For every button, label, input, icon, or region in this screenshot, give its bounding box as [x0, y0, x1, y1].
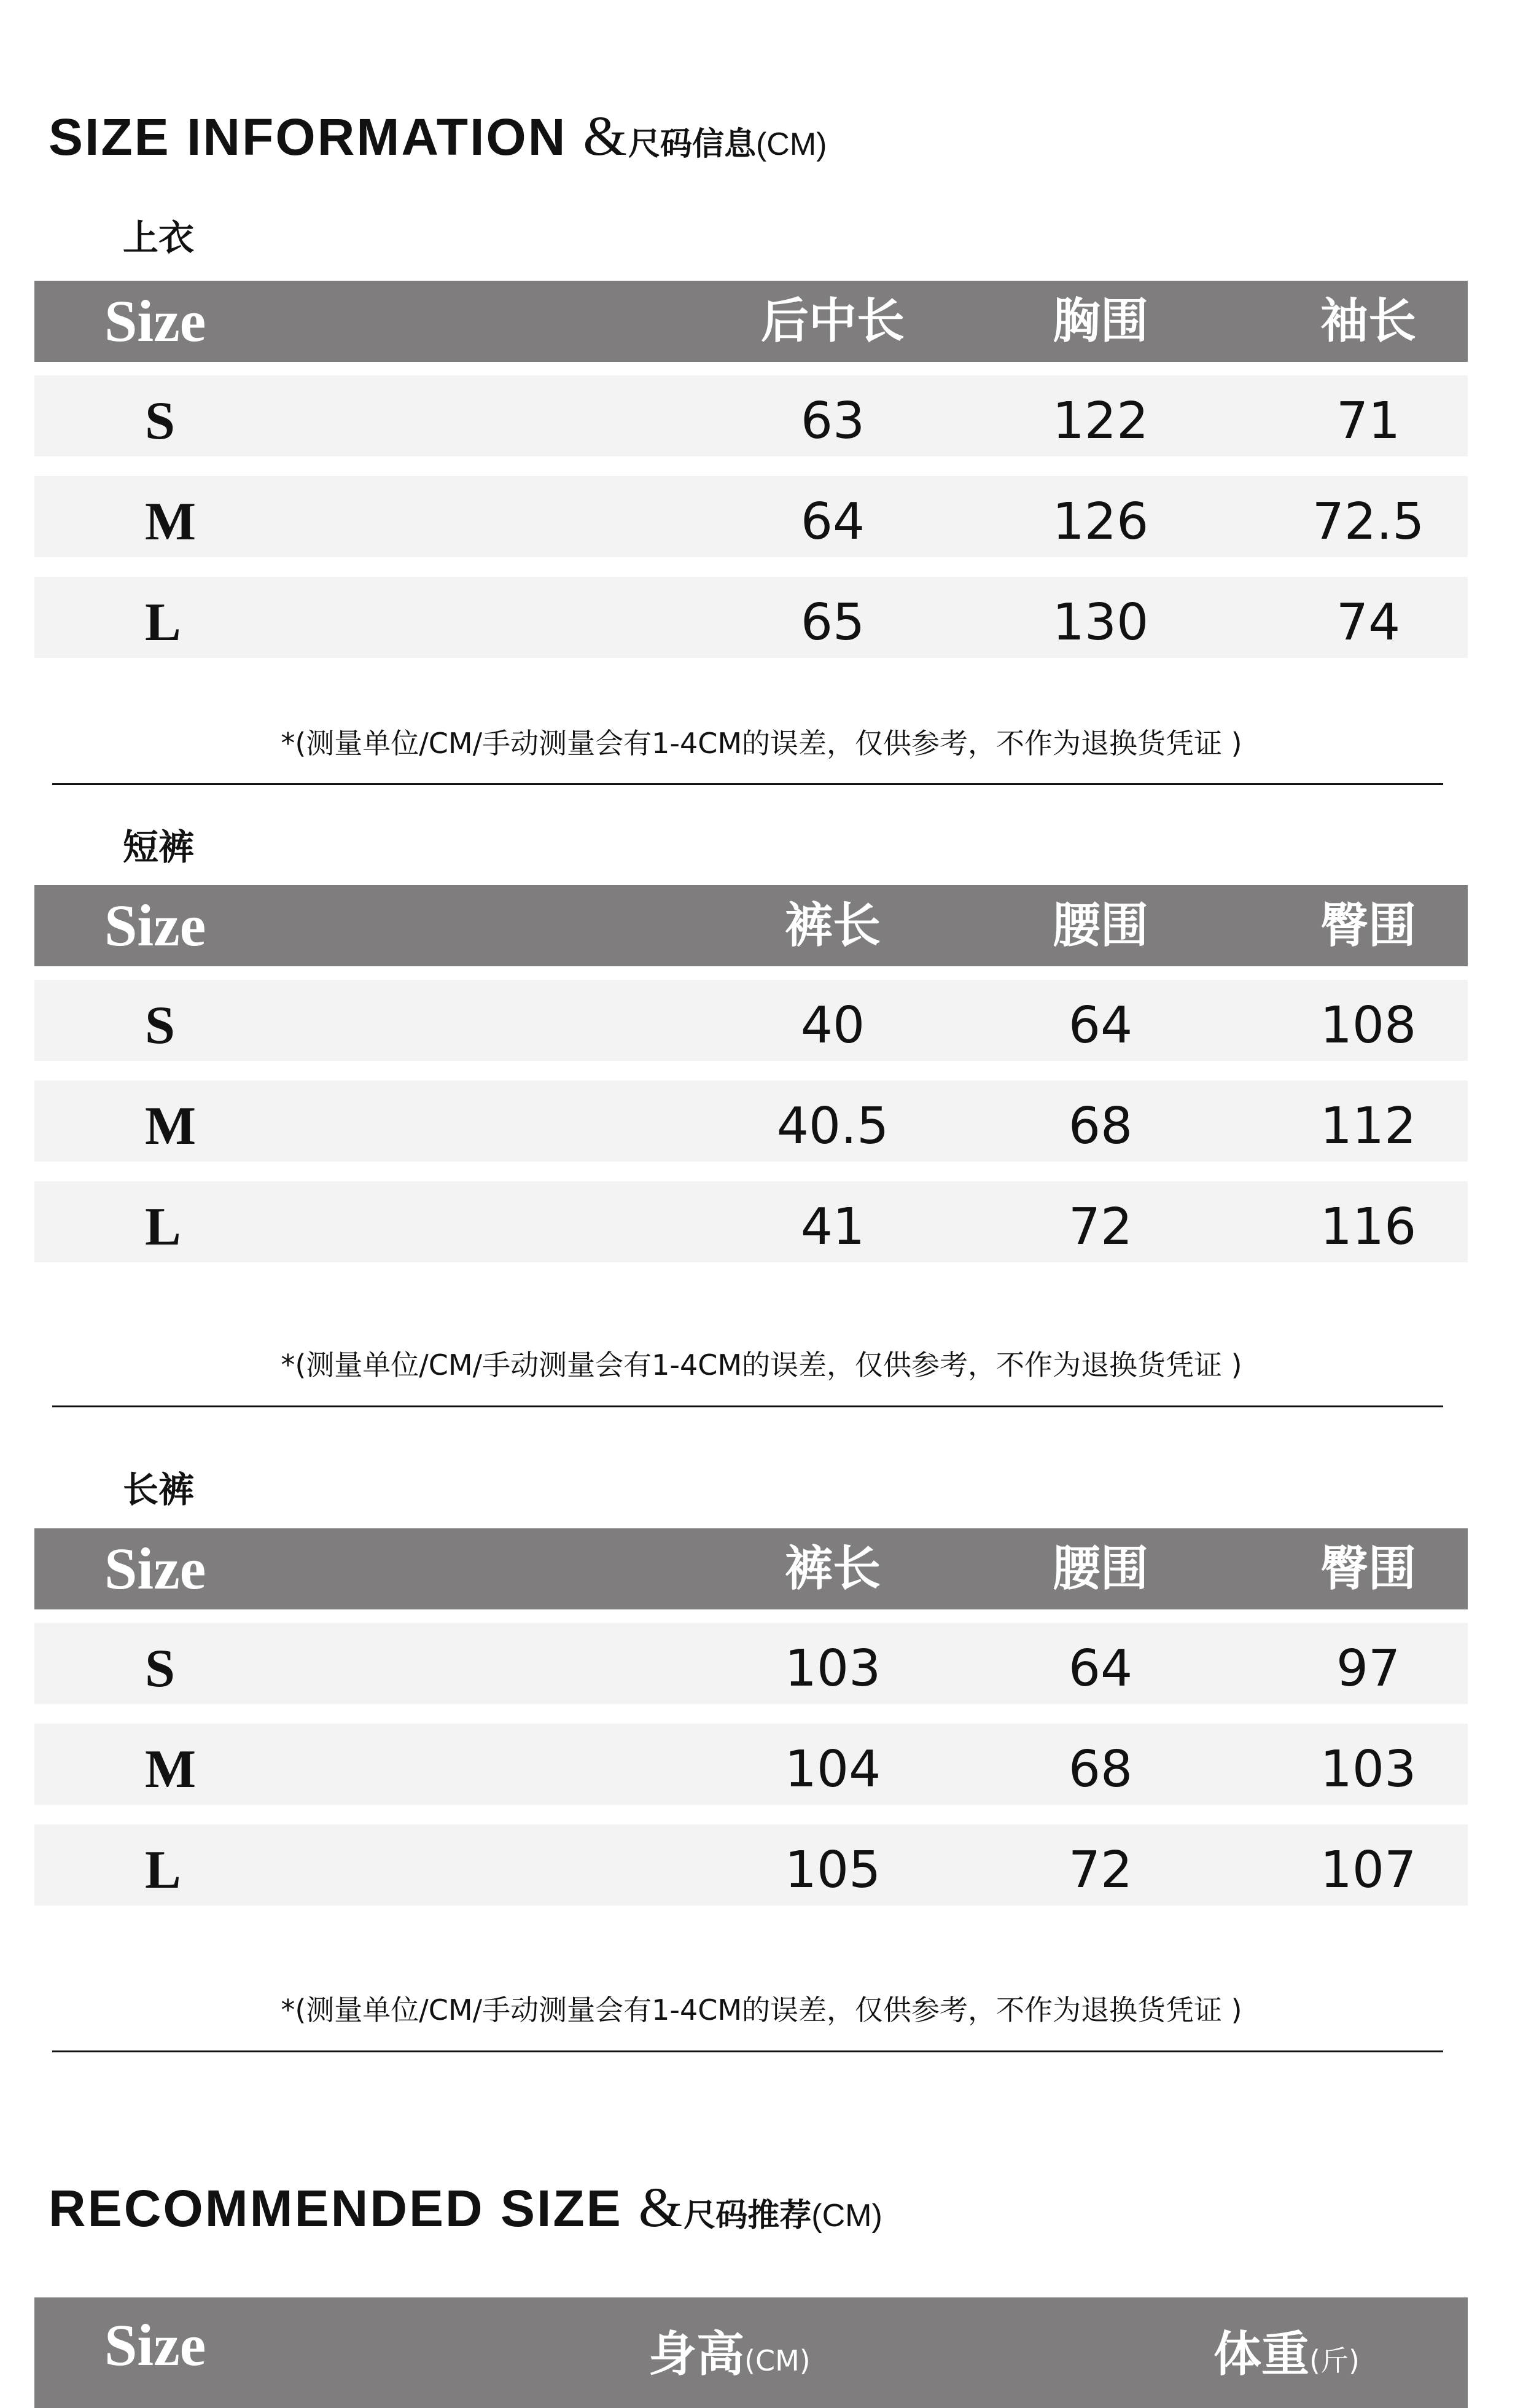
table-row [34, 1181, 1468, 1262]
column-header: 臀围 [1320, 898, 1416, 953]
table-cell: 65 [800, 593, 865, 652]
table-cell: 40 [800, 996, 865, 1055]
column-header: 后中长 [760, 294, 905, 349]
measurement-note: *(测量单位/CM/手动测量会有1-4CM的误差，仅供参考，不作为退换货凭证 ) [281, 1348, 1242, 1382]
recommended-size-unit: (CM) [811, 2198, 882, 2234]
table-row [34, 375, 1468, 456]
table-cell: 68 [1068, 1097, 1133, 1155]
size-table-shorts [34, 885, 1468, 1262]
section-title-pants: 长裤 [123, 1469, 195, 1511]
table-cell: 103 [784, 1640, 881, 1698]
size-information-title-en: SIZE INFORMATION [49, 108, 567, 166]
divider [52, 2050, 1443, 2052]
table-cell: 103 [1320, 1740, 1417, 1799]
table-cell: 64 [1068, 1640, 1133, 1698]
height-label: 身高 [649, 2327, 745, 2382]
table-cell: 72 [1068, 1841, 1133, 1899]
size-label: S [145, 1639, 175, 1698]
weight-column-header [1213, 2316, 1360, 2385]
column-header: 腰围 [1052, 1541, 1148, 1597]
table-header [34, 885, 1468, 966]
table-cell: 40.5 [776, 1097, 889, 1155]
table-cell: 74 [1336, 593, 1401, 652]
table-header [34, 281, 1468, 362]
table-row [34, 980, 1468, 1061]
table-row [34, 1081, 1468, 1162]
section-title-shorts: 短裤 [123, 826, 195, 868]
size-label: S [145, 391, 175, 451]
size-information-unit: (CM) [755, 127, 827, 162]
size-label: L [145, 593, 181, 652]
size-column-header: Size [104, 2312, 206, 2378]
table-cell: 41 [800, 1198, 865, 1256]
measurement-note: *(测量单位/CM/手动测量会有1-4CM的误差，仅供参考，不作为退换货凭证 ) [281, 1993, 1242, 2027]
table-cell: 68 [1068, 1740, 1133, 1799]
table-cell: 112 [1320, 1097, 1417, 1155]
table-header [34, 1528, 1468, 1609]
size-table-pants [34, 1528, 1468, 1906]
column-header: 臀围 [1320, 1541, 1416, 1597]
divider [52, 783, 1443, 785]
section-title-top: 上衣 [123, 217, 195, 259]
size-column-header: Size [104, 1536, 206, 1601]
size-label: M [145, 1096, 197, 1156]
measurement-note: *(测量单位/CM/手动测量会有1-4CM的误差，仅供参考，不作为退换货凭证 ) [281, 727, 1242, 760]
table-cell: 122 [1052, 392, 1149, 450]
size-information-heading [49, 103, 827, 168]
size-table-top [34, 281, 1468, 658]
table-cell: 97 [1336, 1640, 1401, 1698]
table-cell: 64 [1068, 996, 1133, 1055]
divider [52, 1405, 1443, 1407]
table-cell: 107 [1320, 1841, 1417, 1899]
height-unit: (CM) [744, 2344, 811, 2377]
size-label: S [145, 996, 175, 1055]
recommended-size-title-cn: 尺码推荐 [684, 2197, 812, 2234]
size-label: L [145, 1197, 181, 1257]
size-column-header: Size [104, 893, 206, 958]
table-cell: 130 [1052, 593, 1149, 652]
table-cell: 64 [800, 493, 865, 551]
table-row [34, 1824, 1468, 1906]
weight-label: 体重 [1213, 2327, 1310, 2382]
column-header: 胸围 [1052, 294, 1148, 349]
table-row [34, 476, 1468, 557]
table-cell: 108 [1320, 996, 1417, 1055]
ampersand: & [638, 2176, 683, 2238]
table-row [34, 1724, 1468, 1805]
table-cell: 72.5 [1312, 493, 1425, 551]
ampersand: & [583, 104, 627, 167]
table-cell: 104 [784, 1740, 881, 1799]
table-cell: 63 [800, 392, 865, 450]
recommended-size-title-en: RECOMMENDED SIZE [49, 2179, 623, 2237]
column-header: 裤长 [784, 898, 881, 953]
size-information-title-cn: 尺码信息 [628, 126, 756, 163]
size-label: M [145, 492, 197, 552]
table-cell: 71 [1336, 392, 1401, 450]
recommended-size-heading [49, 2175, 882, 2240]
size-column-header: Size [104, 288, 206, 354]
height-column-header [649, 2316, 811, 2385]
table-row [34, 1623, 1468, 1704]
size-label: L [145, 1840, 181, 1900]
weight-unit: (斤) [1309, 2344, 1360, 2377]
table-cell: 72 [1068, 1198, 1133, 1256]
table-cell: 126 [1052, 493, 1149, 551]
size-label: M [145, 1740, 197, 1799]
table-row [34, 577, 1468, 658]
table-cell: 116 [1320, 1198, 1417, 1256]
table-cell: 105 [784, 1841, 881, 1899]
column-header: 腰围 [1052, 898, 1148, 953]
recommended-table-header [34, 2297, 1468, 2408]
column-header: 裤长 [784, 1541, 881, 1597]
column-header: 袖长 [1320, 294, 1416, 349]
